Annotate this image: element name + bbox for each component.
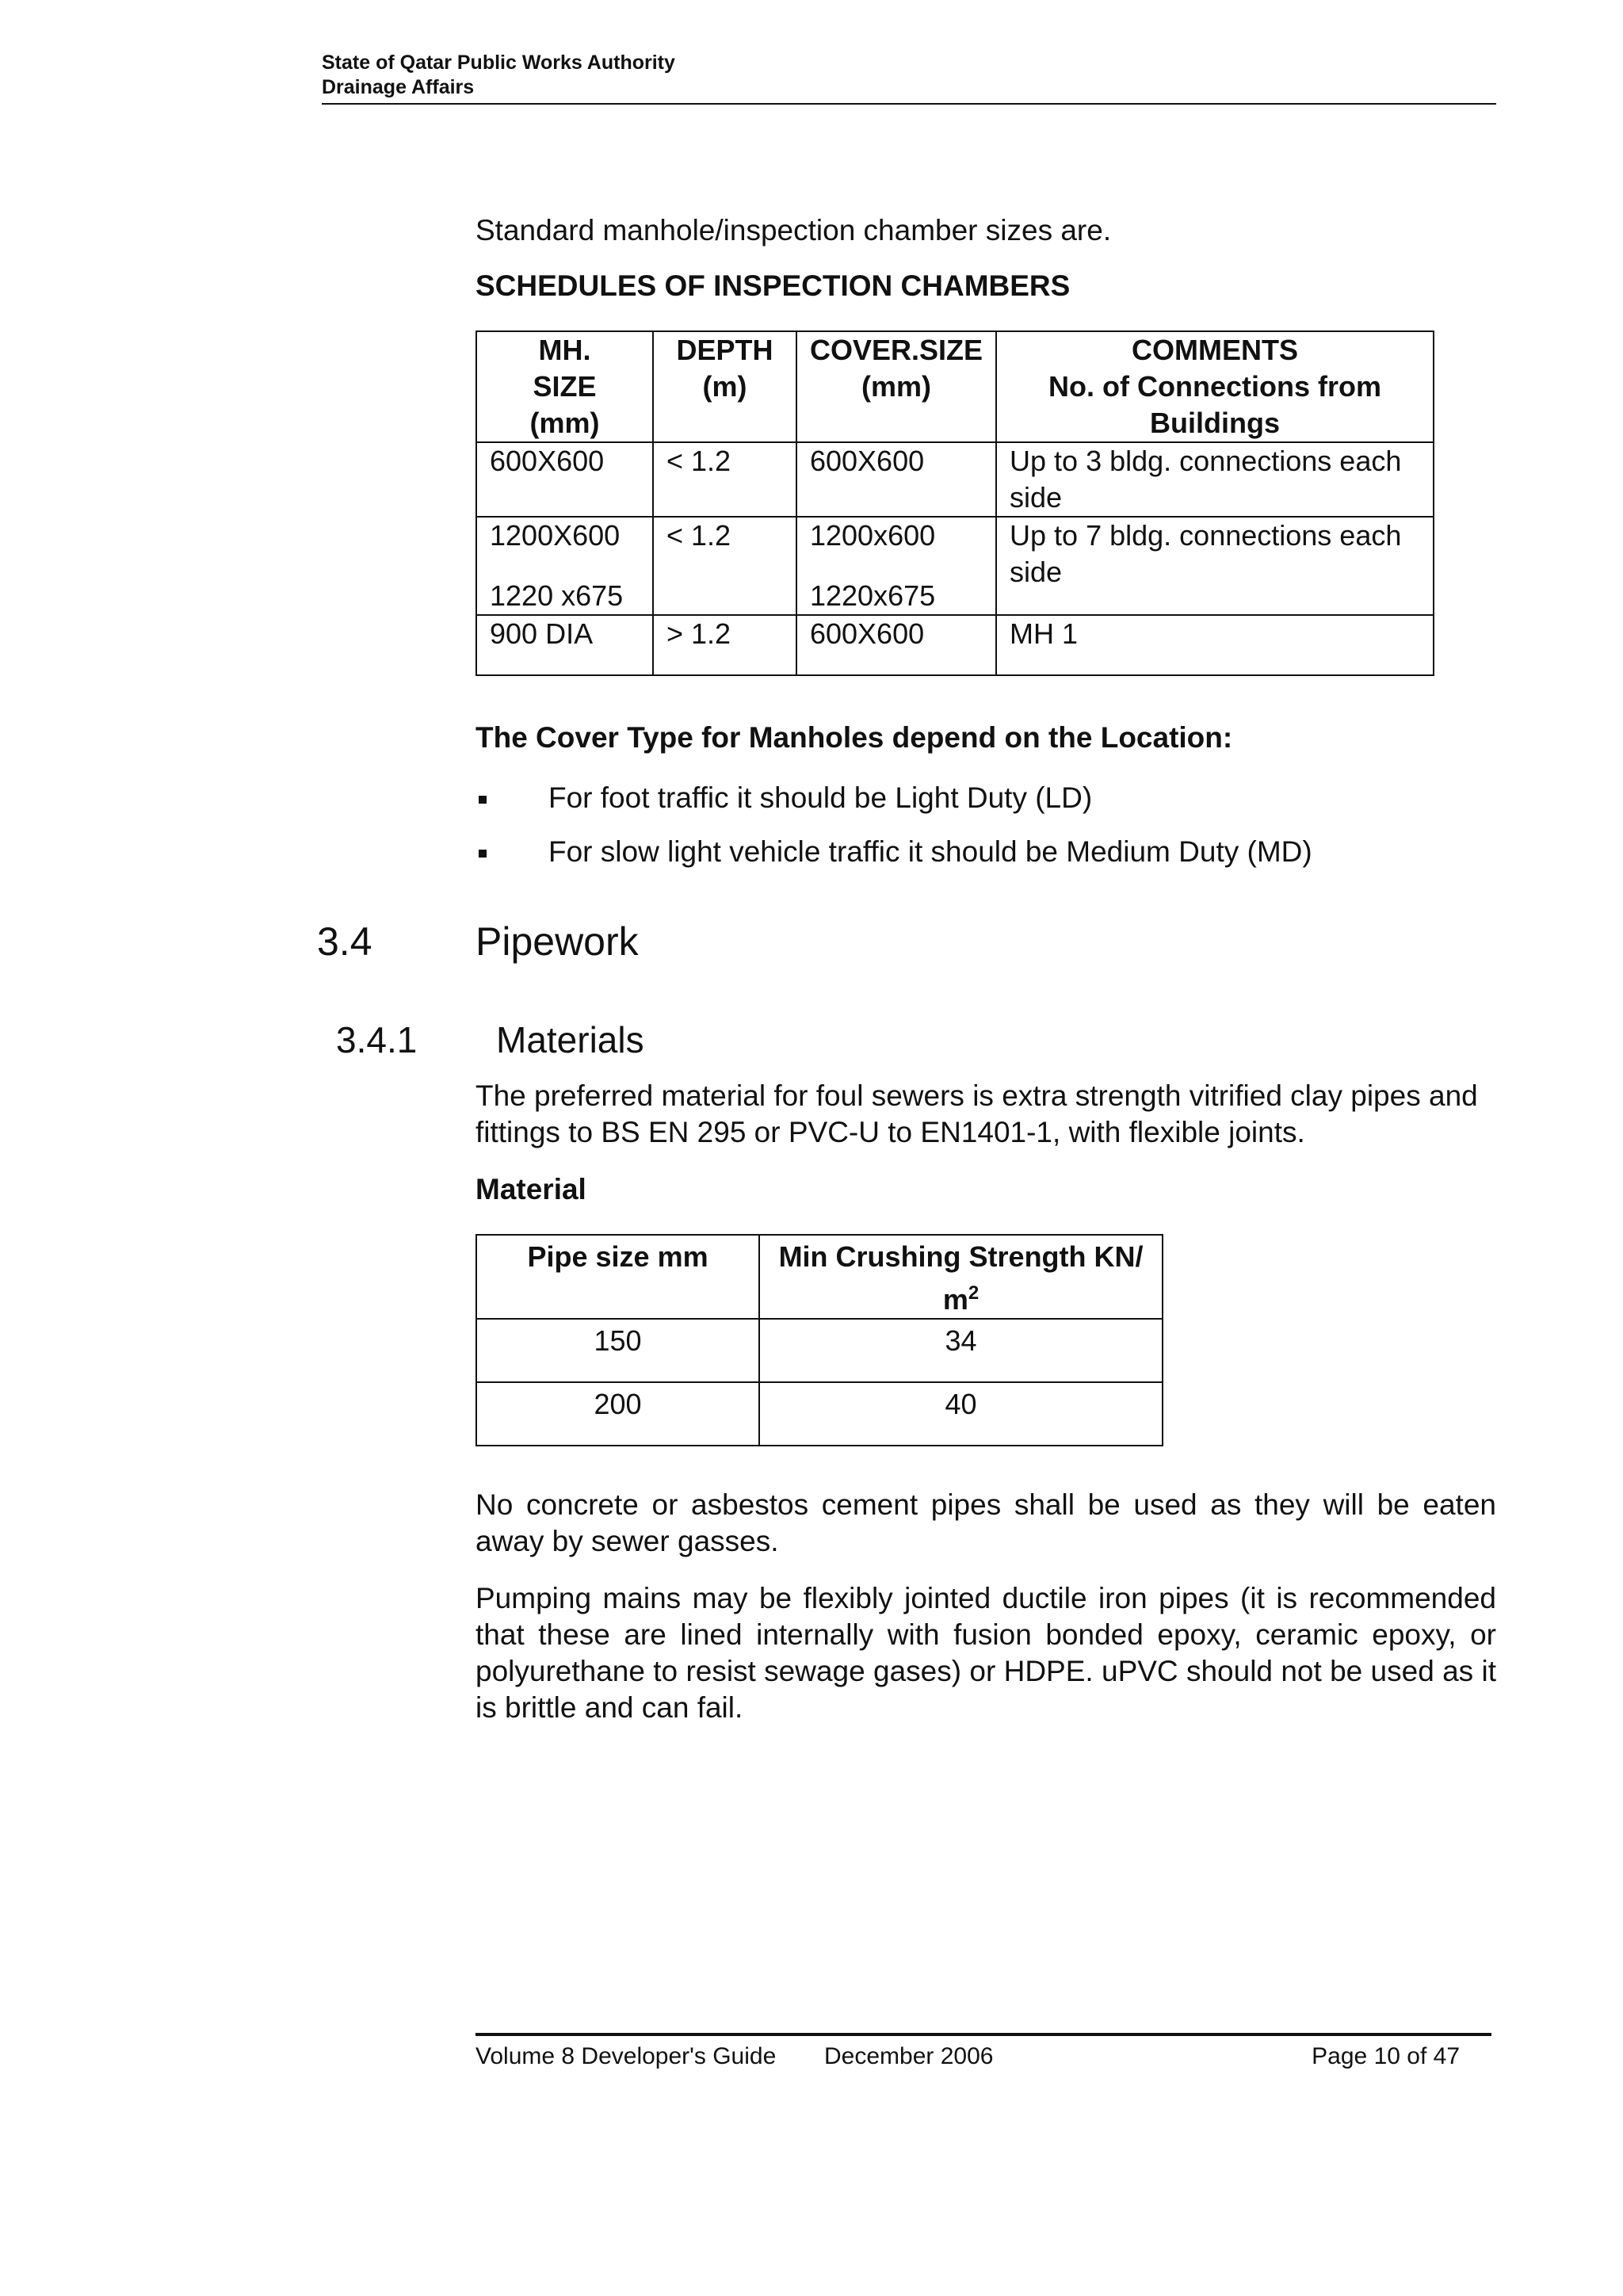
concrete-paragraph: No concrete or asbestos cement pipes shall be used as they will be eaten away by sewer gasses. xyxy=(475,1488,1496,1557)
subsection-number: 3.4.1 xyxy=(336,1019,418,1060)
header-cover-size: COVER.SIZE (mm) xyxy=(796,331,996,442)
cell-cover: 600X600 xyxy=(796,442,996,517)
header-depth: DEPTH (m) xyxy=(653,331,796,442)
table-header-row xyxy=(476,331,1434,442)
table-row xyxy=(476,1382,1163,1446)
schedule-title: SCHEDULES OF INSPECTION CHAMBERS xyxy=(475,269,1071,302)
table-row xyxy=(476,442,1434,517)
inspection-chambers-table xyxy=(475,330,1434,676)
header-organization: State of Qatar Public Works Authority xyxy=(322,52,675,74)
cell-depth: < 1.2 xyxy=(653,442,796,517)
page-footer xyxy=(475,2033,1491,2069)
cell-comment: MH 1 xyxy=(996,615,1434,675)
header-pipe-size: Pipe size mm xyxy=(476,1235,759,1319)
cover-type-heading: The Cover Type for Manholes depend on the Location: xyxy=(475,721,1233,754)
cell-pipe: 200 xyxy=(476,1382,759,1446)
cell-mh: 1200X600 1220 x675 xyxy=(476,517,653,615)
list-item: For foot traffic it should be Light Duty (LD) xyxy=(475,780,1092,816)
list-item: For slow light vehicle traffic it should be Medium Duty (MD) xyxy=(475,834,1312,870)
material-table xyxy=(475,1234,1163,1446)
cell-mh: 600X600 xyxy=(476,442,653,517)
table-row xyxy=(476,517,1434,615)
material-label: Material xyxy=(475,1173,586,1205)
intro-text: Standard manhole/inspection chamber sizes are. xyxy=(475,214,1112,246)
cell-cover: 600X600 xyxy=(796,615,996,675)
cell-strength: 34 xyxy=(759,1319,1163,1382)
cell-depth: > 1.2 xyxy=(653,615,796,675)
footer-page-number: Page 10 of 47 xyxy=(1312,2043,1460,2069)
section-title: Pipework xyxy=(475,919,639,964)
bullet-icon xyxy=(479,796,487,804)
table-row xyxy=(476,615,1434,675)
cell-cover: 1200x600 1220x675 xyxy=(796,517,996,615)
header-mh-size: MH. SIZE (mm) xyxy=(476,331,653,442)
materials-paragraph: The preferred material for foul sewers is extra strength vitrified clay pipes and fittings to BS EN 295 or PVC-U to EN1401-1, with flexible joints. xyxy=(475,1079,1478,1148)
page-header xyxy=(322,51,1496,105)
section-number: 3.4 xyxy=(317,919,372,964)
cell-depth: < 1.2 xyxy=(653,517,796,615)
cell-comment: Up to 7 bldg. connections each side xyxy=(996,517,1434,615)
cell-comment: Up to 3 bldg. connections each side xyxy=(996,442,1434,517)
pumping-paragraph: Pumping mains may be flexibly jointed ductile iron pipes (it is recommended that these are lined internally with fusion bonded epoxy, ceramic epoxy, or polyurethane to resist sewage gases) or HDPE. uPVC should not be used as it is brittle and can fail. xyxy=(475,1582,1496,1724)
cell-pipe: 150 xyxy=(476,1319,759,1382)
subsection-title: Materials xyxy=(496,1019,644,1060)
footer-date: December 2006 xyxy=(824,2043,994,2069)
cell-strength: 40 xyxy=(759,1382,1163,1446)
header-department: Drainage Affairs xyxy=(322,76,475,98)
table-row xyxy=(476,1319,1163,1382)
cell-mh: 900 DIA xyxy=(476,615,653,675)
header-crushing-strength: Min Crushing Strength KN/ $m^2$ xyxy=(759,1235,1163,1319)
header-comments: COMMENTS No. of Connections from Buildings xyxy=(996,331,1434,442)
bullet-icon xyxy=(479,850,487,858)
table-header-row xyxy=(476,1235,1163,1319)
footer-volume: Volume 8 Developer's Guide xyxy=(475,2043,777,2069)
